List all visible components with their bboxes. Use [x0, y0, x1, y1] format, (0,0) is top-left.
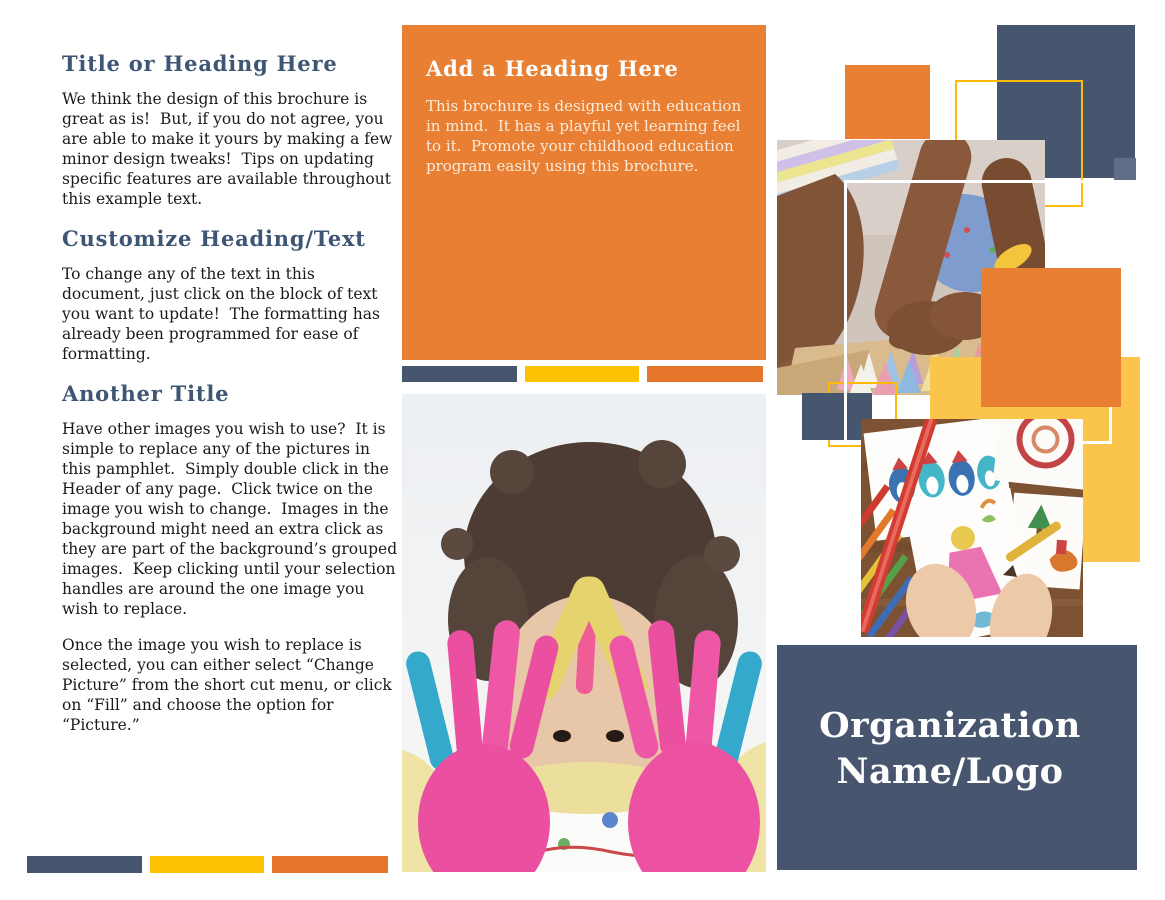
organization-name-line-1: Organization [819, 705, 1081, 746]
accent-bar-yellow [525, 366, 639, 382]
painted-hands-illustration [402, 394, 766, 872]
organization-name-line-2: Name/Logo [836, 751, 1064, 792]
photo-child-painted-hands[interactable] [402, 394, 766, 872]
section-3-heading[interactable]: Another Title [62, 381, 230, 406]
section-2-body[interactable]: To change any of the text in this document, just click on the block of text you want to update! The formatting has already been programmed for ease of formatting. [62, 265, 385, 363]
intro-panel-heading[interactable]: Add a Heading Here [426, 56, 679, 81]
accent-bar-orange [647, 366, 763, 382]
accent-bars-middle [402, 366, 763, 382]
section-1-body[interactable]: We think the design of this brochure is great as is! But, if you do not agree, you are able to make it yours by making a few minor design tweaks! Tips on updating specific features are available throughout this example text. [62, 90, 398, 208]
section-3-body-2[interactable]: Once the image you wish to replace is selected, you can either select “Change Picture” from the short cut menu, or click on “Fill” and choose the option for “Picture.” [62, 636, 397, 734]
orange-square-top [845, 65, 930, 139]
navy-square-offset-corner [1114, 158, 1136, 180]
section-1-heading[interactable]: Title or Heading Here [62, 51, 338, 76]
organization-name-block[interactable] [777, 645, 1137, 870]
accent-bars-bottom-left [27, 856, 388, 873]
intro-panel-body[interactable]: This brochure is designed with education in mind. It has a playful yet learning feel to it. Promote your childhood education program easily using this brochure. [426, 97, 746, 175]
orange-square-middle [981, 268, 1121, 407]
intro-panel [402, 25, 766, 360]
section-2-heading[interactable]: Customize Heading/Text [62, 226, 366, 251]
photo-child-drawing-with-pencils[interactable] [861, 419, 1083, 637]
accent-bar-navy [402, 366, 517, 382]
child-drawing-illustration [861, 419, 1083, 637]
accent-bar-yellow [150, 856, 264, 873]
section-3-body[interactable]: Have other images you wish to use? It is simple to replace any of the pictures in this pamphlet. Simply double click in the Header of any page. Click twice on the image you wish to change. Images in the background might need an extra click as they are part of the background’s grouped images. Keep clicking until your selection handles are around the one image you wish to replace. [62, 420, 403, 618]
accent-bar-navy [27, 856, 142, 873]
left-column [62, 50, 403, 751]
accent-bar-orange [272, 856, 388, 873]
